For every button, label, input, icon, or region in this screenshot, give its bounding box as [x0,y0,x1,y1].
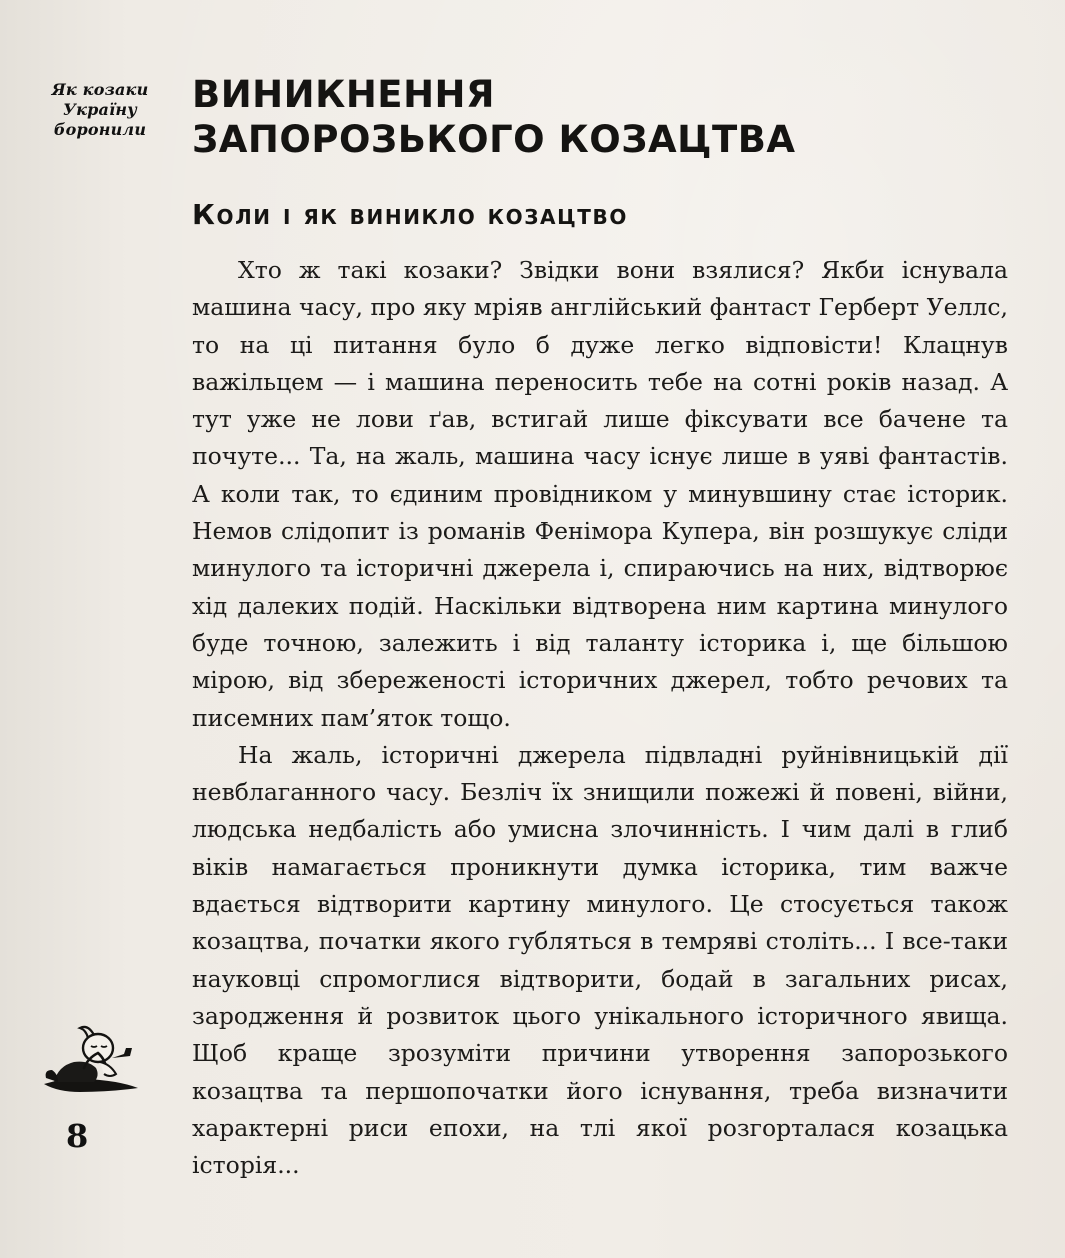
paragraph: На жаль, історичні джерела підвладні руйнівницькій дії невблаганного часу. Безліч їх знищили пожежі й повені, війни, людська недбалість або умисна злочинність. І чим далі в глиб віків намагається проникнути думка історика, тим важче вдається відтворити картину минулого. Це стосується також козацтва, початки якого губляться в темряві століть... І все-таки науковці спромоглися відтворити, бодай в загальних рисах, зародження й розвиток цього унікального історичного явища. Щоб краще зрозуміти причини утворення запорозького козацтва та першопочатки його існування, треба визначити характерні риси епохи, на тлі якої розгорталася козацька історія... [192,740,1008,1180]
chapter-heading-line: ЗАПОРОЗЬКОГО КОЗАЦТВА [192,118,796,161]
series-title-line: боронили [53,120,147,139]
sleeping-cossack-icon [40,1018,140,1100]
chapter-heading-line: ВИНИКНЕННЯ [192,73,496,116]
series-title-line: Україну [62,100,138,119]
page-number: 8 [66,1117,89,1155]
paragraph: Хто ж такі козаки? Звідки вони взялися? Якби існувала машина часу, про яку мріяв англійський фантаст Герберт Уеллс, то на ці питання було б дуже легко відповісти! Клацнув важільцем — і машина переносить тебе на сотні років назад. А тут уже не лови ґав, встигай лише фіксувати все бачене та почуте... Та, на жаль, машина часу існує лише в уяві фантастів. А коли так, то єдиним провідником у минувшину стає історик. Немов слідопит із романів Фенімора Купера, він розшукує сліди минулого та історичні джерела і, спираючись на них, відтворює хід далеких подій. Наскільки відтворена ним картина минулого буде точною, залежить і від таланту історика і, ще більшою мірою, від збереженості історичних джерел, тобто речових та писемних пам’яток тощо. [192,256,1008,732]
body-text [192,252,1008,1184]
section-subheading: Коли і як виникло козацтво [192,198,628,231]
series-title [44,80,156,140]
series-title-line: Як козаки [51,80,149,99]
chapter-heading [192,72,1012,162]
